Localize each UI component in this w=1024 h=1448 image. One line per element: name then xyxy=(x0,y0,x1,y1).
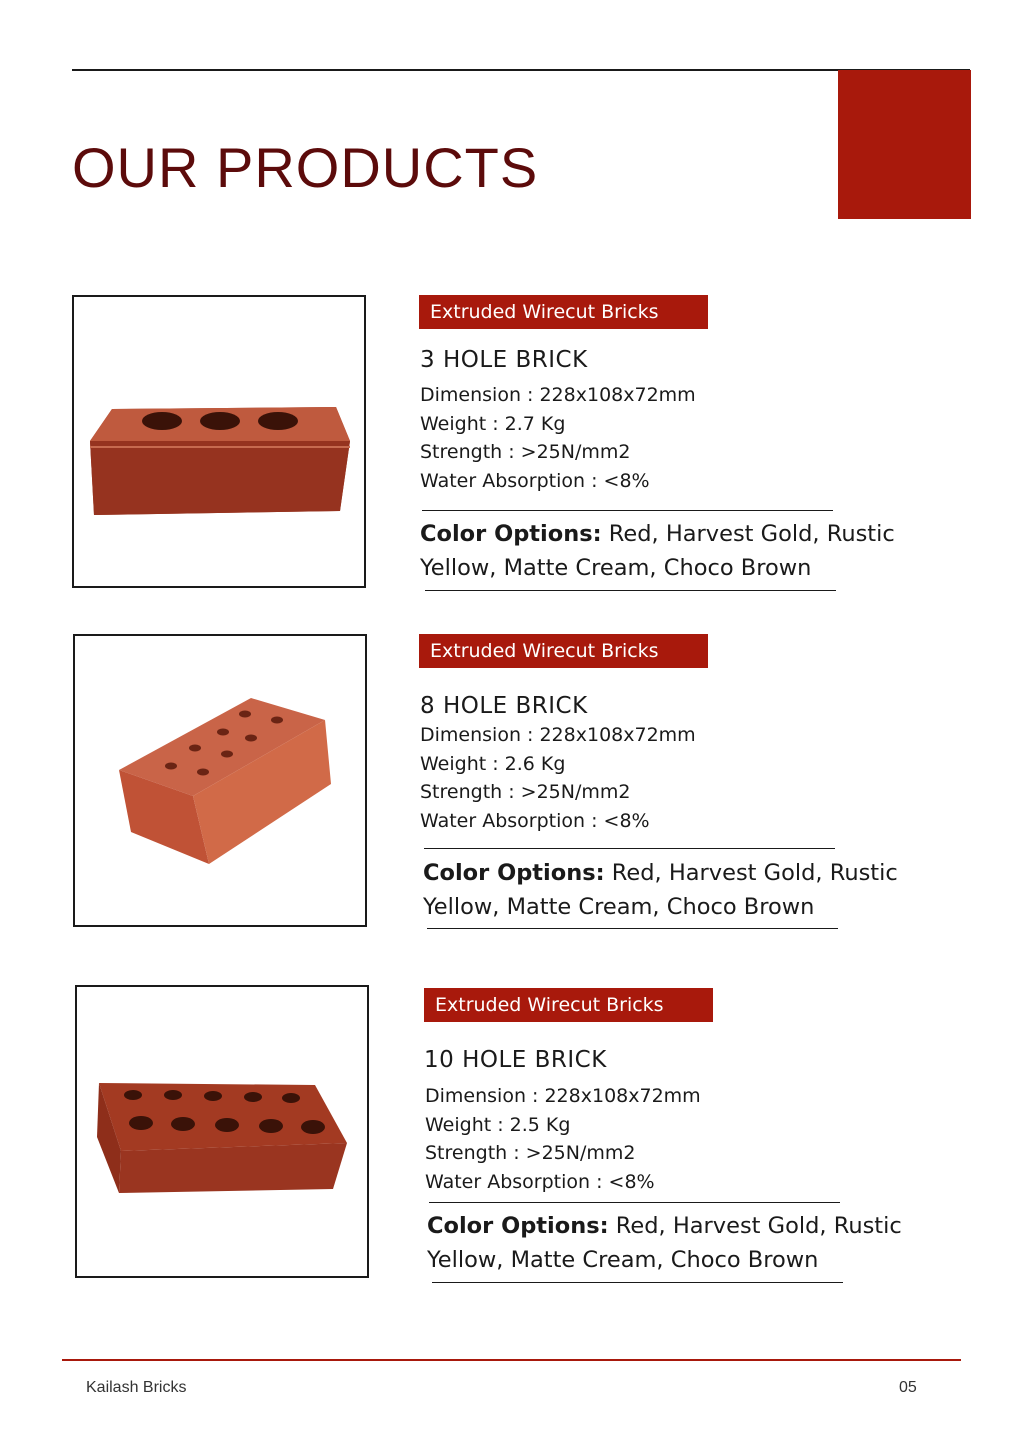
brick-10-hole-image xyxy=(77,987,367,1276)
page-title: OUR PRODUCTS xyxy=(72,136,539,199)
spec-dimension: Dimension : 228x108x72mm xyxy=(420,724,696,746)
product-photo-10-hole xyxy=(75,985,369,1278)
spec-weight: Weight : 2.5 Kg xyxy=(425,1113,571,1136)
spec-water-absorption: Water Absorption : <8% xyxy=(425,1170,655,1193)
colors-underline xyxy=(432,1282,843,1283)
category-tag: Extruded Wirecut Bricks xyxy=(424,988,713,1022)
category-tag: Extruded Wirecut Bricks xyxy=(419,634,708,668)
footer-page-number: 05 xyxy=(899,1379,917,1396)
product-photo-3-hole xyxy=(72,295,366,588)
spec-strength: Strength : >25N/mm2 xyxy=(420,441,631,463)
footer-brand: Kailash Bricks xyxy=(86,1379,187,1396)
colors-underline xyxy=(427,928,838,929)
colors-underline xyxy=(425,590,836,591)
product-specs xyxy=(420,381,696,495)
brick-3-hole-image xyxy=(74,297,364,586)
footer-rule xyxy=(62,1359,961,1361)
product-name: 8 HOLE BRICK xyxy=(420,693,588,719)
spec-water-absorption: Water Absorption : <8% xyxy=(420,469,650,492)
spec-strength: Strength : >25N/mm2 xyxy=(425,1142,636,1164)
spec-strength: Strength : >25N/mm2 xyxy=(420,781,631,803)
color-options-value: Red, Harvest Gold, Rustic Yellow, Matte Cream, Choco Brown xyxy=(427,1213,902,1273)
specs-divider xyxy=(429,1202,840,1203)
product-photo-8-hole xyxy=(73,634,367,927)
category-tag: Extruded Wirecut Bricks xyxy=(419,295,708,329)
specs-divider xyxy=(424,848,835,849)
color-options-label: Color Options: xyxy=(423,860,605,886)
spec-weight: Weight : 2.6 Kg xyxy=(420,752,566,775)
spec-water-absorption: Water Absorption : <8% xyxy=(420,809,650,832)
color-options xyxy=(420,517,900,585)
product-name: 10 HOLE BRICK xyxy=(424,1047,607,1073)
color-options-label: Color Options: xyxy=(420,521,602,547)
specs-divider xyxy=(422,510,833,511)
spec-dimension: Dimension : 228x108x72mm xyxy=(425,1085,701,1107)
spec-weight: Weight : 2.7 Kg xyxy=(420,412,566,435)
color-options-label: Color Options: xyxy=(427,1213,609,1239)
color-options-value: Red, Harvest Gold, Rustic Yellow, Matte Cream, Choco Brown xyxy=(420,521,895,581)
spec-dimension: Dimension : 228x108x72mm xyxy=(420,384,696,406)
color-options xyxy=(427,1209,907,1277)
product-name: 3 HOLE BRICK xyxy=(420,347,588,373)
product-specs xyxy=(420,721,696,835)
product-specs xyxy=(425,1082,701,1196)
color-options xyxy=(423,856,903,924)
color-options-value: Red, Harvest Gold, Rustic Yellow, Matte Cream, Choco Brown xyxy=(423,860,898,920)
brick-8-hole-image xyxy=(75,636,365,925)
